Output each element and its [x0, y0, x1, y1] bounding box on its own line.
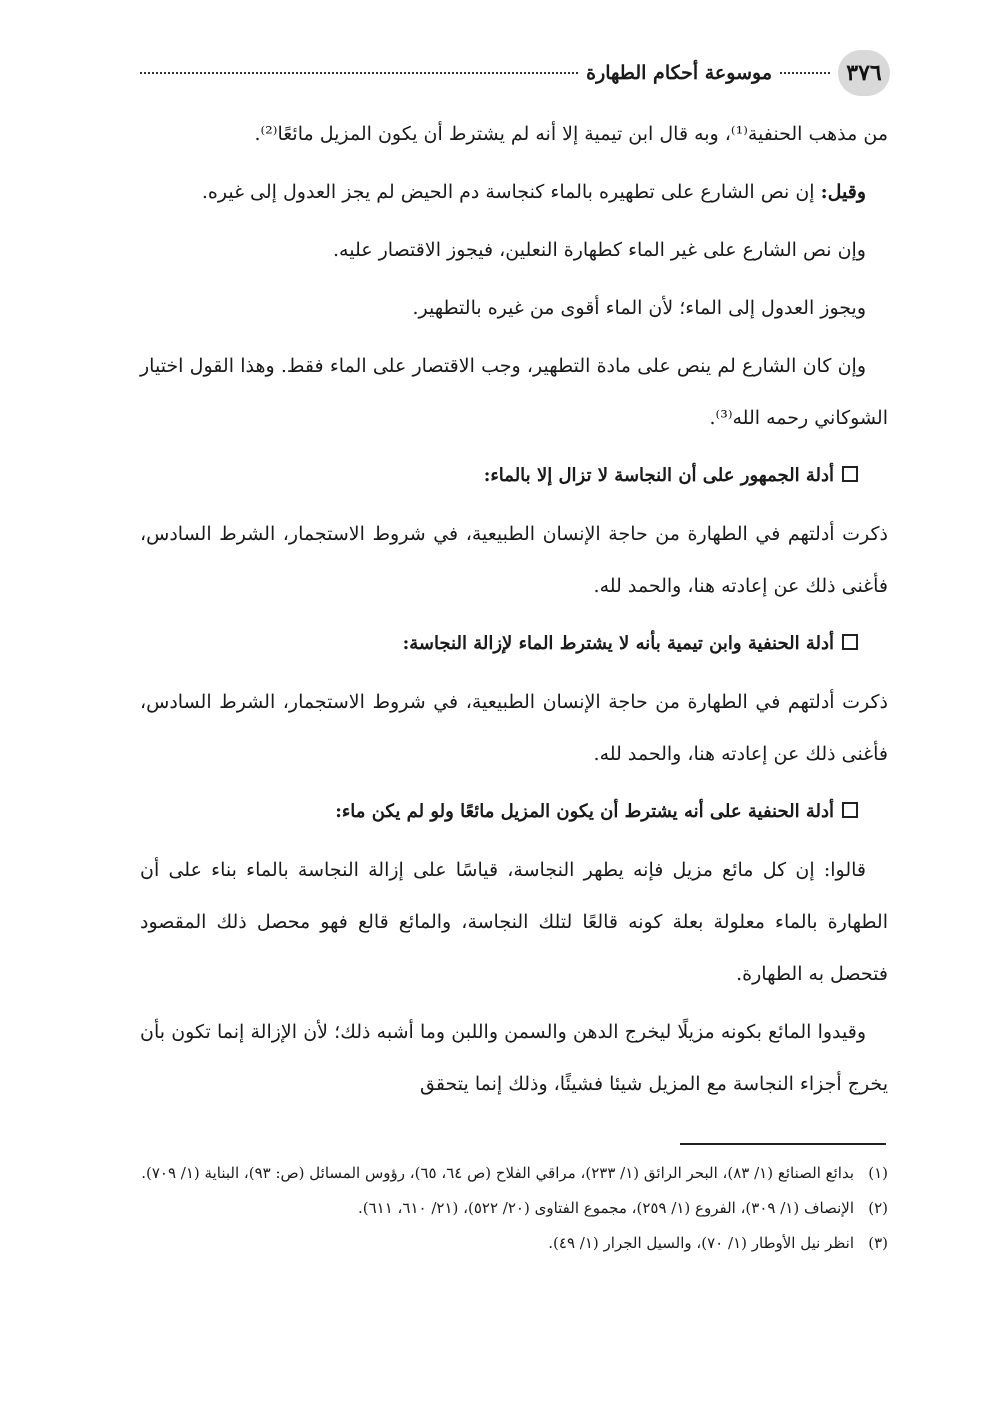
footnotes	[140, 1158, 888, 1263]
footnote	[140, 1158, 888, 1189]
paragraph: قالوا: إن كل مائع مزيل فإنه يطهر النجاسة، قياسًا على إزالة النجاسة بالماء بناء على أن الطهارة بالماء معلولة بعلة كونه قالعًا لتلك النجاسة، والمائع قالع فهو محصل ذلك المقصود فتحصل به الطهارة.	[140, 859, 888, 985]
footnote-number: (٢)	[868, 1199, 888, 1217]
book-title: موسوعة أحكام الطهارة	[586, 62, 772, 84]
section-heading-text: أدلة الحنفية على أنه يشترط أن يكون المزيل مائعًا ولو لم يكن ماء:	[335, 801, 834, 822]
paragraph: وإن نص الشارع على غير الماء كطهارة النعلين، فيجوز الاقتصار عليه.	[332, 239, 866, 261]
section-heading	[140, 786, 888, 838]
section-heading-text: أدلة الحنفية وابن تيمية بأنه لا يشترط الماء لإزالة النجاسة:	[402, 633, 834, 654]
footnote-separator	[680, 1143, 886, 1145]
paragraph: ويجوز العدول إلى الماء؛ لأن الماء أقوى من غيره بالتطهير.	[412, 297, 866, 319]
paragraph: ذكرت أدلتهم في الطهارة من حاجة الإنسان الطبيعية، في شروط الاستجمار، الشرط السادس، فأغنى ذلك عن إعادته هنا، والحمد لله.	[140, 523, 888, 597]
footnote	[140, 1228, 888, 1259]
footnote	[140, 1193, 888, 1224]
page-header	[140, 50, 890, 96]
footnote-text: انظر نيل الأوطار (١/ ٧٠)، والسيل الجرار (١/ ٤٩).	[548, 1234, 854, 1252]
section-heading	[140, 450, 888, 502]
page-number: ٣٧٦	[838, 50, 890, 96]
footnote-text: بدائع الصنائع (١/ ٨٣)، البحر الرائق (١/ ٢٣٣)، مراقي الفلاح (ص ٦٤، ٦٥)، رؤوس المسائل (ص: ٩٣)، البناية (١/ ٧٠٩).	[141, 1164, 854, 1182]
paragraph	[140, 166, 888, 218]
section-heading	[140, 618, 888, 670]
section-heading-text: أدلة الجمهور على أن النجاسة لا تزال إلا بالماء:	[483, 465, 834, 486]
main-text	[140, 108, 888, 1116]
square-bullet-icon	[842, 634, 858, 650]
paragraph: وإن كان الشارع لم ينص على مادة التطهير، وجب الاقتصار على الماء فقط. وهذا القول اختيار الشوكاني رحمه الله⁽³⁾.	[140, 355, 888, 429]
paragraph: ذكرت أدلتهم في الطهارة من حاجة الإنسان الطبيعية، في شروط الاستجمار، الشرط السادس، فأغنى ذلك عن إعادته هنا، والحمد لله.	[140, 691, 888, 765]
header-dotted-leader-right	[780, 72, 830, 74]
paragraph-text: إن نص الشارع على تطهيره بالماء كنجاسة دم الحيض لم يجز العدول إلى غيره.	[201, 181, 821, 203]
footnote-text: الإنصاف (١/ ٣٠٩)، الفروع (١/ ٢٥٩)، مجموع الفتاوى (٢٠/ ٥٢٢)، (٢١/ ٦١٠، ٦١١).	[357, 1199, 854, 1217]
footnote-number: (٣)	[868, 1234, 888, 1252]
square-bullet-icon	[842, 466, 858, 482]
footnote-number: (١)	[868, 1164, 888, 1182]
paragraph: من مذهب الحنفية⁽¹⁾، وبه قال ابن تيمية إلا أنه لم يشترط أن يكون المزيل مائعًا⁽²⁾.	[254, 123, 888, 145]
header-dotted-leader-left	[140, 72, 578, 74]
paragraph-lead: وقيل:	[820, 181, 866, 203]
square-bullet-icon	[842, 802, 858, 818]
paragraph: وقيدوا المائع بكونه مزيلًا ليخرج الدهن والسمن واللبن وما أشبه ذلك؛ لأن الإزالة إنما تكون بأن يخرج أجزاء النجاسة مع المزيل شيئا فشيئًا، وذلك إنما يتحقق	[140, 1021, 888, 1095]
